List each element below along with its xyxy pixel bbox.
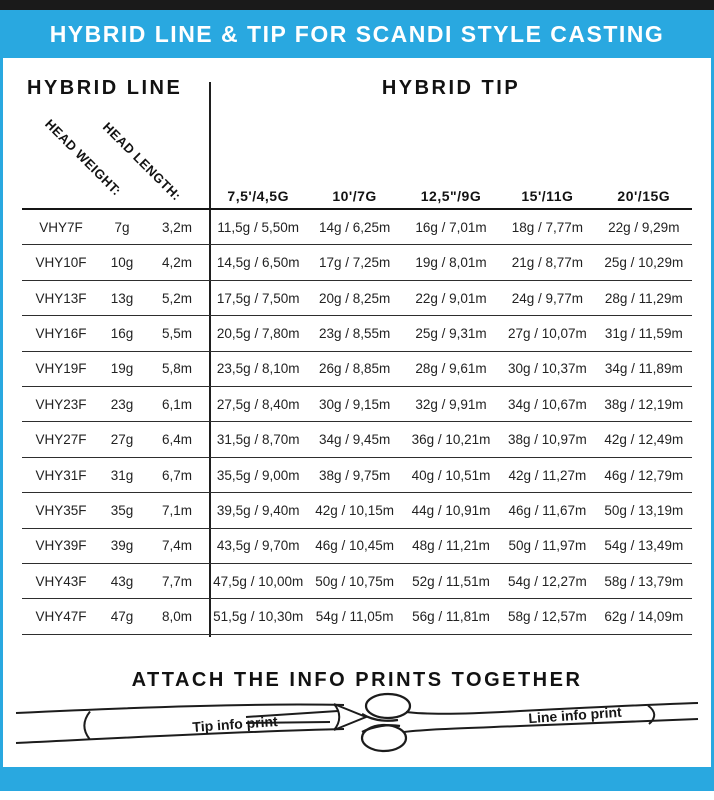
tip-cell: 58g / 12,57m bbox=[507, 609, 587, 625]
head-length-cell: 7,1m bbox=[161, 502, 192, 518]
tip-cell: 25g / 9,31m bbox=[415, 325, 487, 341]
title-banner bbox=[0, 10, 714, 58]
head-length-cell: 5,2m bbox=[161, 290, 192, 306]
tip-cell: 24g / 9,77m bbox=[511, 290, 584, 306]
top-edge-strip bbox=[0, 0, 714, 10]
head-weight-cell: 27g bbox=[110, 432, 134, 448]
head-length-cell: 6,4m bbox=[161, 432, 192, 448]
tip-cell: 31g / 11,59m bbox=[604, 325, 683, 341]
tip-cell: 22g / 9,29m bbox=[608, 219, 680, 235]
head-weight-cell: 35g bbox=[110, 502, 134, 518]
tip-cell: 50g / 11,97m bbox=[508, 538, 587, 554]
tip-cell: 48g / 11,21m bbox=[412, 538, 490, 554]
tip-cell: 17,5g / 7,50m bbox=[216, 290, 300, 306]
head-weight-cell: 43g bbox=[110, 573, 134, 589]
tip-cell: 46g / 12,79m bbox=[604, 467, 684, 483]
tip-cell: 54g / 13,49m bbox=[604, 538, 684, 554]
tip-cell: 27,5g / 8,40m bbox=[216, 396, 300, 412]
head-weight-cell: 39g bbox=[110, 538, 134, 554]
model-cell: VHY10F bbox=[35, 255, 87, 271]
model-cell: VHY27F bbox=[35, 432, 87, 448]
tip-cell: 28g / 11,29m bbox=[604, 290, 683, 306]
head-length-cell: 4,2m bbox=[161, 255, 192, 271]
tip-print-start-cap bbox=[84, 712, 90, 740]
tip-cell: 44g / 10,91m bbox=[411, 502, 491, 518]
head-length-cell: 7,4m bbox=[161, 538, 192, 554]
head-weight-label: HEAD WEIGHT: bbox=[41, 116, 125, 199]
model-cell: VHY23F bbox=[35, 396, 87, 412]
model-cell: VHY35F bbox=[35, 502, 87, 518]
knot-illustration bbox=[0, 692, 714, 764]
tip-cell: 21g / 8,77m bbox=[511, 255, 584, 271]
tip-cell: 46g / 10,45m bbox=[315, 538, 394, 554]
line-info-print-label: Line info print bbox=[527, 703, 623, 727]
tip-cell: 18g / 7,77m bbox=[511, 219, 584, 235]
tip-cell: 30g / 9,15m bbox=[318, 396, 391, 412]
head-length-cell: 7,7m bbox=[161, 573, 192, 589]
table-rows bbox=[22, 210, 692, 635]
spec-table bbox=[22, 184, 692, 635]
table-row bbox=[22, 493, 692, 528]
model-cell: VHY39F bbox=[35, 538, 87, 554]
tip-cell: 39,5g / 9,40m bbox=[216, 502, 300, 518]
tip-cell: 31,5g / 8,70m bbox=[216, 432, 300, 448]
hybrid-tip-title: HYBRID TIP bbox=[381, 77, 521, 99]
tip-cell: 40g / 10,51m bbox=[411, 467, 491, 483]
tip-cell: 17g / 7,25m bbox=[318, 255, 391, 271]
tip-column-header-row bbox=[22, 184, 692, 210]
tip-cell: 22g / 9,01m bbox=[415, 290, 487, 306]
head-length-label: HEAD LENGTH: bbox=[99, 119, 185, 204]
tip-cell: 20,5g / 7,80m bbox=[216, 325, 300, 341]
tip-cell: 35,5g / 9,00m bbox=[216, 467, 300, 483]
table-row bbox=[22, 529, 692, 564]
page-title: HYBRID LINE & TIP FOR SCANDI STYLE CASTING bbox=[49, 20, 665, 47]
table-row bbox=[22, 422, 692, 457]
tip-cell: 42g / 10,15m bbox=[315, 502, 394, 518]
tip-cell: 58g / 13,79m bbox=[604, 573, 684, 589]
tip-cell: 50g / 10,75m bbox=[315, 573, 394, 589]
head-length-cell: 8,0m bbox=[161, 609, 192, 625]
table-row bbox=[22, 458, 692, 493]
tip-cell: 54g / 11,05m bbox=[315, 609, 394, 625]
tip-cell: 42g / 12,49m bbox=[604, 432, 684, 448]
bottom-bar bbox=[0, 767, 714, 791]
table-row bbox=[22, 387, 692, 422]
model-cell: VHY7F bbox=[39, 219, 83, 235]
tip-cell: 38g / 10,97m bbox=[507, 432, 587, 448]
table-row bbox=[22, 281, 692, 316]
head-weight-cell: 7g bbox=[114, 219, 130, 235]
head-length-cell: 3,2m bbox=[161, 219, 192, 235]
tip-cell: 51,5g / 10,30m bbox=[213, 609, 304, 625]
model-cell: VHY47F bbox=[35, 609, 87, 625]
tip-cell: 11,5g / 5,50m bbox=[217, 219, 299, 235]
tip-cell: 30g / 10,37m bbox=[507, 361, 587, 377]
head-weight-cell: 47g bbox=[110, 609, 134, 625]
model-cell: VHY19F bbox=[35, 361, 87, 377]
tip-cell: 38g / 12,19m bbox=[604, 396, 684, 412]
tip-cell: 14,5g / 6,50m bbox=[216, 255, 300, 271]
tip-cell: 25g / 10,29m bbox=[604, 255, 684, 271]
tip-cell: 42g / 11,27m bbox=[508, 467, 587, 483]
head-weight-cell: 10g bbox=[110, 255, 134, 271]
tip-cell: 16g / 7,01m bbox=[415, 219, 487, 235]
table-row bbox=[22, 352, 692, 387]
tip-column-header: 20'/15G bbox=[617, 188, 671, 204]
line-end-arrow bbox=[334, 704, 366, 730]
head-weight-cell: 13g bbox=[110, 290, 134, 306]
tip-cell: 50g / 13,19m bbox=[604, 502, 684, 518]
tip-cell: 43,5g / 9,70m bbox=[216, 538, 300, 554]
model-cell: VHY16F bbox=[35, 325, 87, 341]
head-weight-cell: 31g bbox=[110, 467, 134, 483]
model-cell: VHY43F bbox=[35, 573, 87, 589]
head-length-cell: 6,1m bbox=[161, 396, 192, 412]
table-row bbox=[22, 245, 692, 280]
table-row bbox=[22, 210, 692, 245]
tip-column-header: 7,5'/4,5G bbox=[227, 188, 289, 204]
head-weight-cell: 23g bbox=[110, 396, 134, 412]
table-row bbox=[22, 599, 692, 634]
tip-cell: 19g / 8,01m bbox=[415, 255, 487, 271]
tip-cell: 38g / 9,75m bbox=[318, 467, 391, 483]
table-row bbox=[22, 564, 692, 599]
tip-cell: 14g / 6,25m bbox=[318, 219, 391, 235]
tip-info-print-label: Tip info print bbox=[191, 713, 279, 735]
model-cell: VHY13F bbox=[35, 290, 87, 306]
tip-cell: 34g / 10,67m bbox=[507, 396, 587, 412]
tip-cell: 52g / 11,51m bbox=[412, 573, 490, 589]
tip-column-header: 10'/7G bbox=[332, 188, 377, 204]
tip-cell: 34g / 9,45m bbox=[318, 432, 391, 448]
tip-cell: 23g / 8,55m bbox=[318, 325, 391, 341]
head-length-cell: 6,7m bbox=[161, 467, 192, 483]
tip-cell: 28g / 9,61m bbox=[415, 361, 487, 377]
tip-cell: 56g / 11,81m bbox=[412, 609, 490, 625]
tip-cell: 23,5g / 8,10m bbox=[216, 361, 300, 377]
table-row bbox=[22, 316, 692, 351]
tip-cell: 54g / 12,27m bbox=[507, 573, 587, 589]
model-cell: VHY31F bbox=[35, 467, 87, 483]
tip-cell: 34g / 11,89m bbox=[604, 361, 683, 377]
tip-cell: 62g / 14,09m bbox=[604, 609, 684, 625]
head-length-cell: 5,5m bbox=[161, 325, 192, 341]
tip-cell: 46g / 11,67m bbox=[508, 502, 587, 518]
tip-column-header: 12,5"/9G bbox=[420, 188, 482, 204]
head-length-cell: 5,8m bbox=[161, 361, 192, 377]
head-weight-cell: 16g bbox=[110, 325, 134, 341]
tip-cell: 27g / 10,07m bbox=[507, 325, 587, 341]
attach-heading: ATTACH THE INFO PRINTS TOGETHER bbox=[131, 669, 583, 691]
tip-cell: 20g / 8,25m bbox=[318, 290, 391, 306]
tip-cell: 36g / 10,21m bbox=[411, 432, 491, 448]
tip-cell: 26g / 8,85m bbox=[318, 361, 391, 377]
hybrid-line-title: HYBRID LINE bbox=[27, 77, 183, 99]
tip-cell: 32g / 9,91m bbox=[415, 396, 487, 412]
tip-cell: 47,5g / 10,00m bbox=[213, 573, 304, 589]
head-weight-cell: 19g bbox=[110, 361, 134, 377]
tip-column-header: 15'/11G bbox=[521, 188, 574, 204]
